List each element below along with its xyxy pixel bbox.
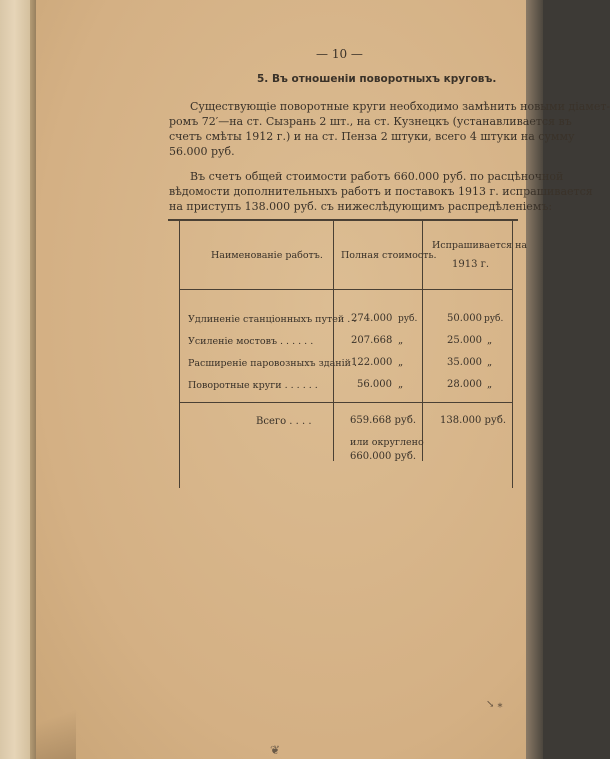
total-rounded-line1: или округлено [350,437,424,448]
row4-cost: 56.000 [357,379,392,390]
row1-cost: 274.000 [351,313,393,324]
total-cost: 659.668 руб. [350,415,417,426]
page-right-edge [526,0,543,759]
row1-req-unit: руб. [484,314,504,324]
table-header-rule [180,289,512,290]
row4-requested: 28.000 [447,379,482,390]
handwritten-mark: ↘ ⁎ [486,699,503,710]
header-requested-line2: 1913 г. [452,259,490,270]
table-left-border [179,221,180,488]
row2-req-unit: „ [487,335,493,346]
row3-cost: 122.000 [351,357,393,368]
paragraph2-line1: Въ счетъ общей стоимости работъ 660.000 руб. по расцѣночной [190,170,564,183]
table-total-rule [180,402,512,403]
paragraph1-line3: счетъ смѣты 1912 г.) и на ст. Пенза 2 штуки, всего 4 штуки на сумму [169,130,575,143]
paragraph2-line2: вѣдомости дополнительныхъ работъ и поставокъ 1913 г. испрашивается [169,185,593,198]
total-requested: 138.000 руб. [440,415,507,426]
header-full-cost: Полная стоимость. [341,250,437,261]
row4-cost-unit: „ [398,379,404,390]
row3-work: Расширеніе паровозныхъ зданій . [188,358,358,369]
row1-work: Удлиненіе станціонныхъ путей . . [188,314,357,325]
stamp-emblem: ❦ [270,743,281,757]
page-corner-fold [36,690,76,759]
row2-cost: 207.668 [351,335,393,346]
header-work: Наименованіе работъ. [211,250,323,261]
row3-req-unit: „ [487,357,493,368]
row4-req-unit: „ [487,379,493,390]
table-col-divider-1 [333,221,334,461]
total-rounded-line2: 660.000 руб. [350,451,417,462]
section-heading: 5. Въ отношеніи поворотныхъ круговъ. [257,73,497,85]
row4-work: Поворотные круги . . . . . . [188,380,318,391]
paragraph1-line2: ромъ 72′—на ст. Сызрань 2 шт., на ст. Кузнецкъ (устанавливается въ [169,115,572,128]
row3-requested: 35.000 [447,357,482,368]
row2-work: Усиленіе мостовъ . . . . . . [188,336,314,347]
header-requested-line1: Испрашивается на [432,240,528,251]
row2-requested: 25.000 [447,335,482,346]
table-right-border [512,221,513,488]
table-top-rule [168,219,518,221]
row2-cost-unit: „ [398,335,404,346]
paragraph1-line1: Существующіе поворотные круги необходимо замѣнить новыми діамет- [190,100,610,113]
paragraph1-line4: 56.000 руб. [169,145,235,158]
row3-cost-unit: „ [398,357,404,368]
total-label: Всего . . . . [256,416,312,427]
row1-cost-unit: руб. [398,314,418,324]
row1-requested: 50.000 [447,313,482,324]
page-number: — 10 — [316,47,363,61]
paragraph2-line3: на приступъ 138.000 руб. съ нижеслѣдующимъ распредѣленіемъ: [169,200,553,213]
